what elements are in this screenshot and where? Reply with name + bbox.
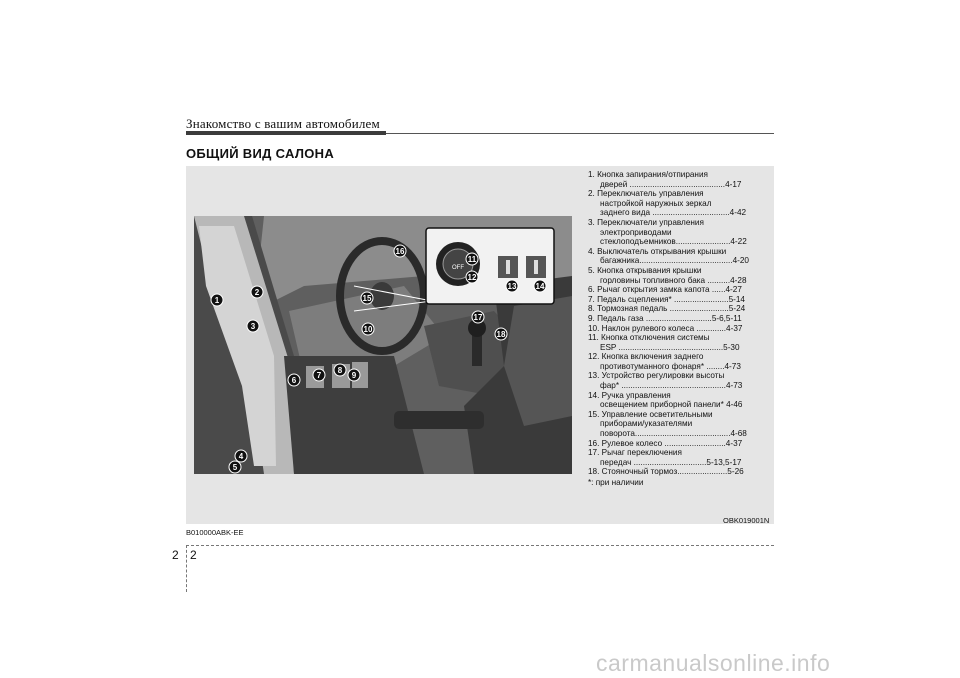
switch-off-label: OFF bbox=[452, 265, 464, 271]
legend-item: 5. Кнопка открывания крышки горловины топливного бака ..........4-28 bbox=[588, 265, 747, 285]
svg-text:13: 13 bbox=[507, 282, 517, 291]
legend-item: 4. Выключатель открывания крышки багажника.........................................4-20 bbox=[588, 246, 749, 266]
header-rule-thin bbox=[386, 133, 774, 134]
callout-2 bbox=[251, 286, 263, 298]
callout-16 bbox=[394, 245, 406, 257]
legend-item: 17. Рычаг переключения передач ................................5-13,5-17 bbox=[588, 448, 742, 467]
svg-text:1: 1 bbox=[214, 296, 220, 305]
svg-text:7: 7 bbox=[316, 371, 322, 380]
svg-text:14: 14 bbox=[535, 282, 545, 291]
callout-1 bbox=[211, 294, 223, 306]
footer-rule bbox=[186, 545, 774, 546]
callout-3 bbox=[247, 320, 259, 332]
header-rule-dark bbox=[186, 131, 386, 135]
legend-item: 16. Рулевое колесо ...........................4-37 bbox=[588, 438, 743, 448]
page-heading: ОБЩИЙ ВИД САЛОНА bbox=[186, 146, 335, 161]
callout-13 bbox=[506, 280, 518, 292]
footer-divider bbox=[186, 545, 187, 592]
legend-item: 18. Стояночный тормоз......................5-26 bbox=[588, 467, 744, 477]
svg-text:5: 5 bbox=[232, 463, 238, 472]
callout-10 bbox=[362, 323, 374, 335]
legend-item: 9. Педаль газа .............................5-6,5-11 bbox=[588, 313, 742, 323]
legend bbox=[588, 170, 768, 488]
callout-6 bbox=[288, 374, 300, 386]
page-section-number: 2 bbox=[172, 548, 179, 562]
section-title: Знакомство с вашим автомобилем bbox=[186, 116, 380, 131]
svg-text:8: 8 bbox=[337, 366, 343, 375]
legend-note: *: при наличии bbox=[588, 478, 644, 487]
callout-9 bbox=[348, 369, 360, 381]
legend-item: 6. Рычаг открытия замка капота ......4-27 bbox=[588, 285, 742, 295]
callout-15 bbox=[361, 292, 373, 304]
callout-4 bbox=[235, 450, 247, 462]
figure-code-right: OBK019001N bbox=[723, 516, 770, 525]
callout-7 bbox=[313, 369, 325, 381]
svg-text:11: 11 bbox=[467, 255, 477, 264]
legend-item: 2. Переключатель управления настройкой наружных зеркал заднего вида ..................................4-42 bbox=[588, 189, 747, 218]
callout-11 bbox=[466, 253, 478, 265]
legend-item: 15. Управление осветительными приборами/указателями поворота..........................................4-68 bbox=[588, 409, 747, 439]
svg-text:18: 18 bbox=[496, 330, 506, 339]
legend-item: 12. Кнопка включения заднего противотуманного фонаря* ........4-73 bbox=[588, 352, 741, 371]
callout-17 bbox=[472, 311, 484, 323]
svg-text:3: 3 bbox=[250, 322, 256, 331]
page-number: 2 bbox=[190, 548, 197, 562]
svg-text:4: 4 bbox=[238, 452, 244, 461]
svg-text:16: 16 bbox=[395, 247, 405, 256]
legend-item: 13. Устройство регулировки высоты фар* ..............................................4-73 bbox=[588, 371, 743, 391]
svg-text:12: 12 bbox=[467, 273, 477, 282]
legend-item: 3. Переключатели управления электроприводами стеклоподъемников........................4-22 bbox=[588, 217, 747, 247]
callout-layer bbox=[194, 216, 572, 474]
svg-text:10: 10 bbox=[363, 325, 373, 334]
legend-item: 8. Тормозная педаль ..........................5-24 bbox=[588, 304, 746, 314]
watermark: carmanualsonline.info bbox=[596, 650, 831, 676]
svg-text:9: 9 bbox=[351, 371, 357, 380]
svg-text:6: 6 bbox=[291, 376, 297, 385]
legend-item: 14. Ручка управления освещением приборной панели* 4-46 bbox=[588, 390, 743, 410]
figure-code-left: B010000ABK-EE bbox=[186, 528, 244, 537]
legend-item: 7. Педаль сцепления* ........................5-14 bbox=[588, 294, 745, 304]
legend-item: 1. Кнопка запирания/отпирания дверей ..........................................4-17 bbox=[588, 170, 742, 189]
callout-8 bbox=[334, 364, 346, 376]
callout-14 bbox=[534, 280, 546, 292]
callout-18 bbox=[495, 328, 507, 340]
legend-item: 11. Кнопка отключения системы ESP ..............................................5-30 bbox=[588, 333, 740, 352]
svg-text:17: 17 bbox=[473, 313, 483, 322]
legend-item: 10. Наклон рулевого колеса .............4-37 bbox=[588, 323, 743, 333]
svg-text:2: 2 bbox=[254, 288, 260, 297]
callout-12 bbox=[466, 271, 478, 283]
svg-text:15: 15 bbox=[362, 294, 372, 303]
callout-5 bbox=[229, 461, 241, 473]
